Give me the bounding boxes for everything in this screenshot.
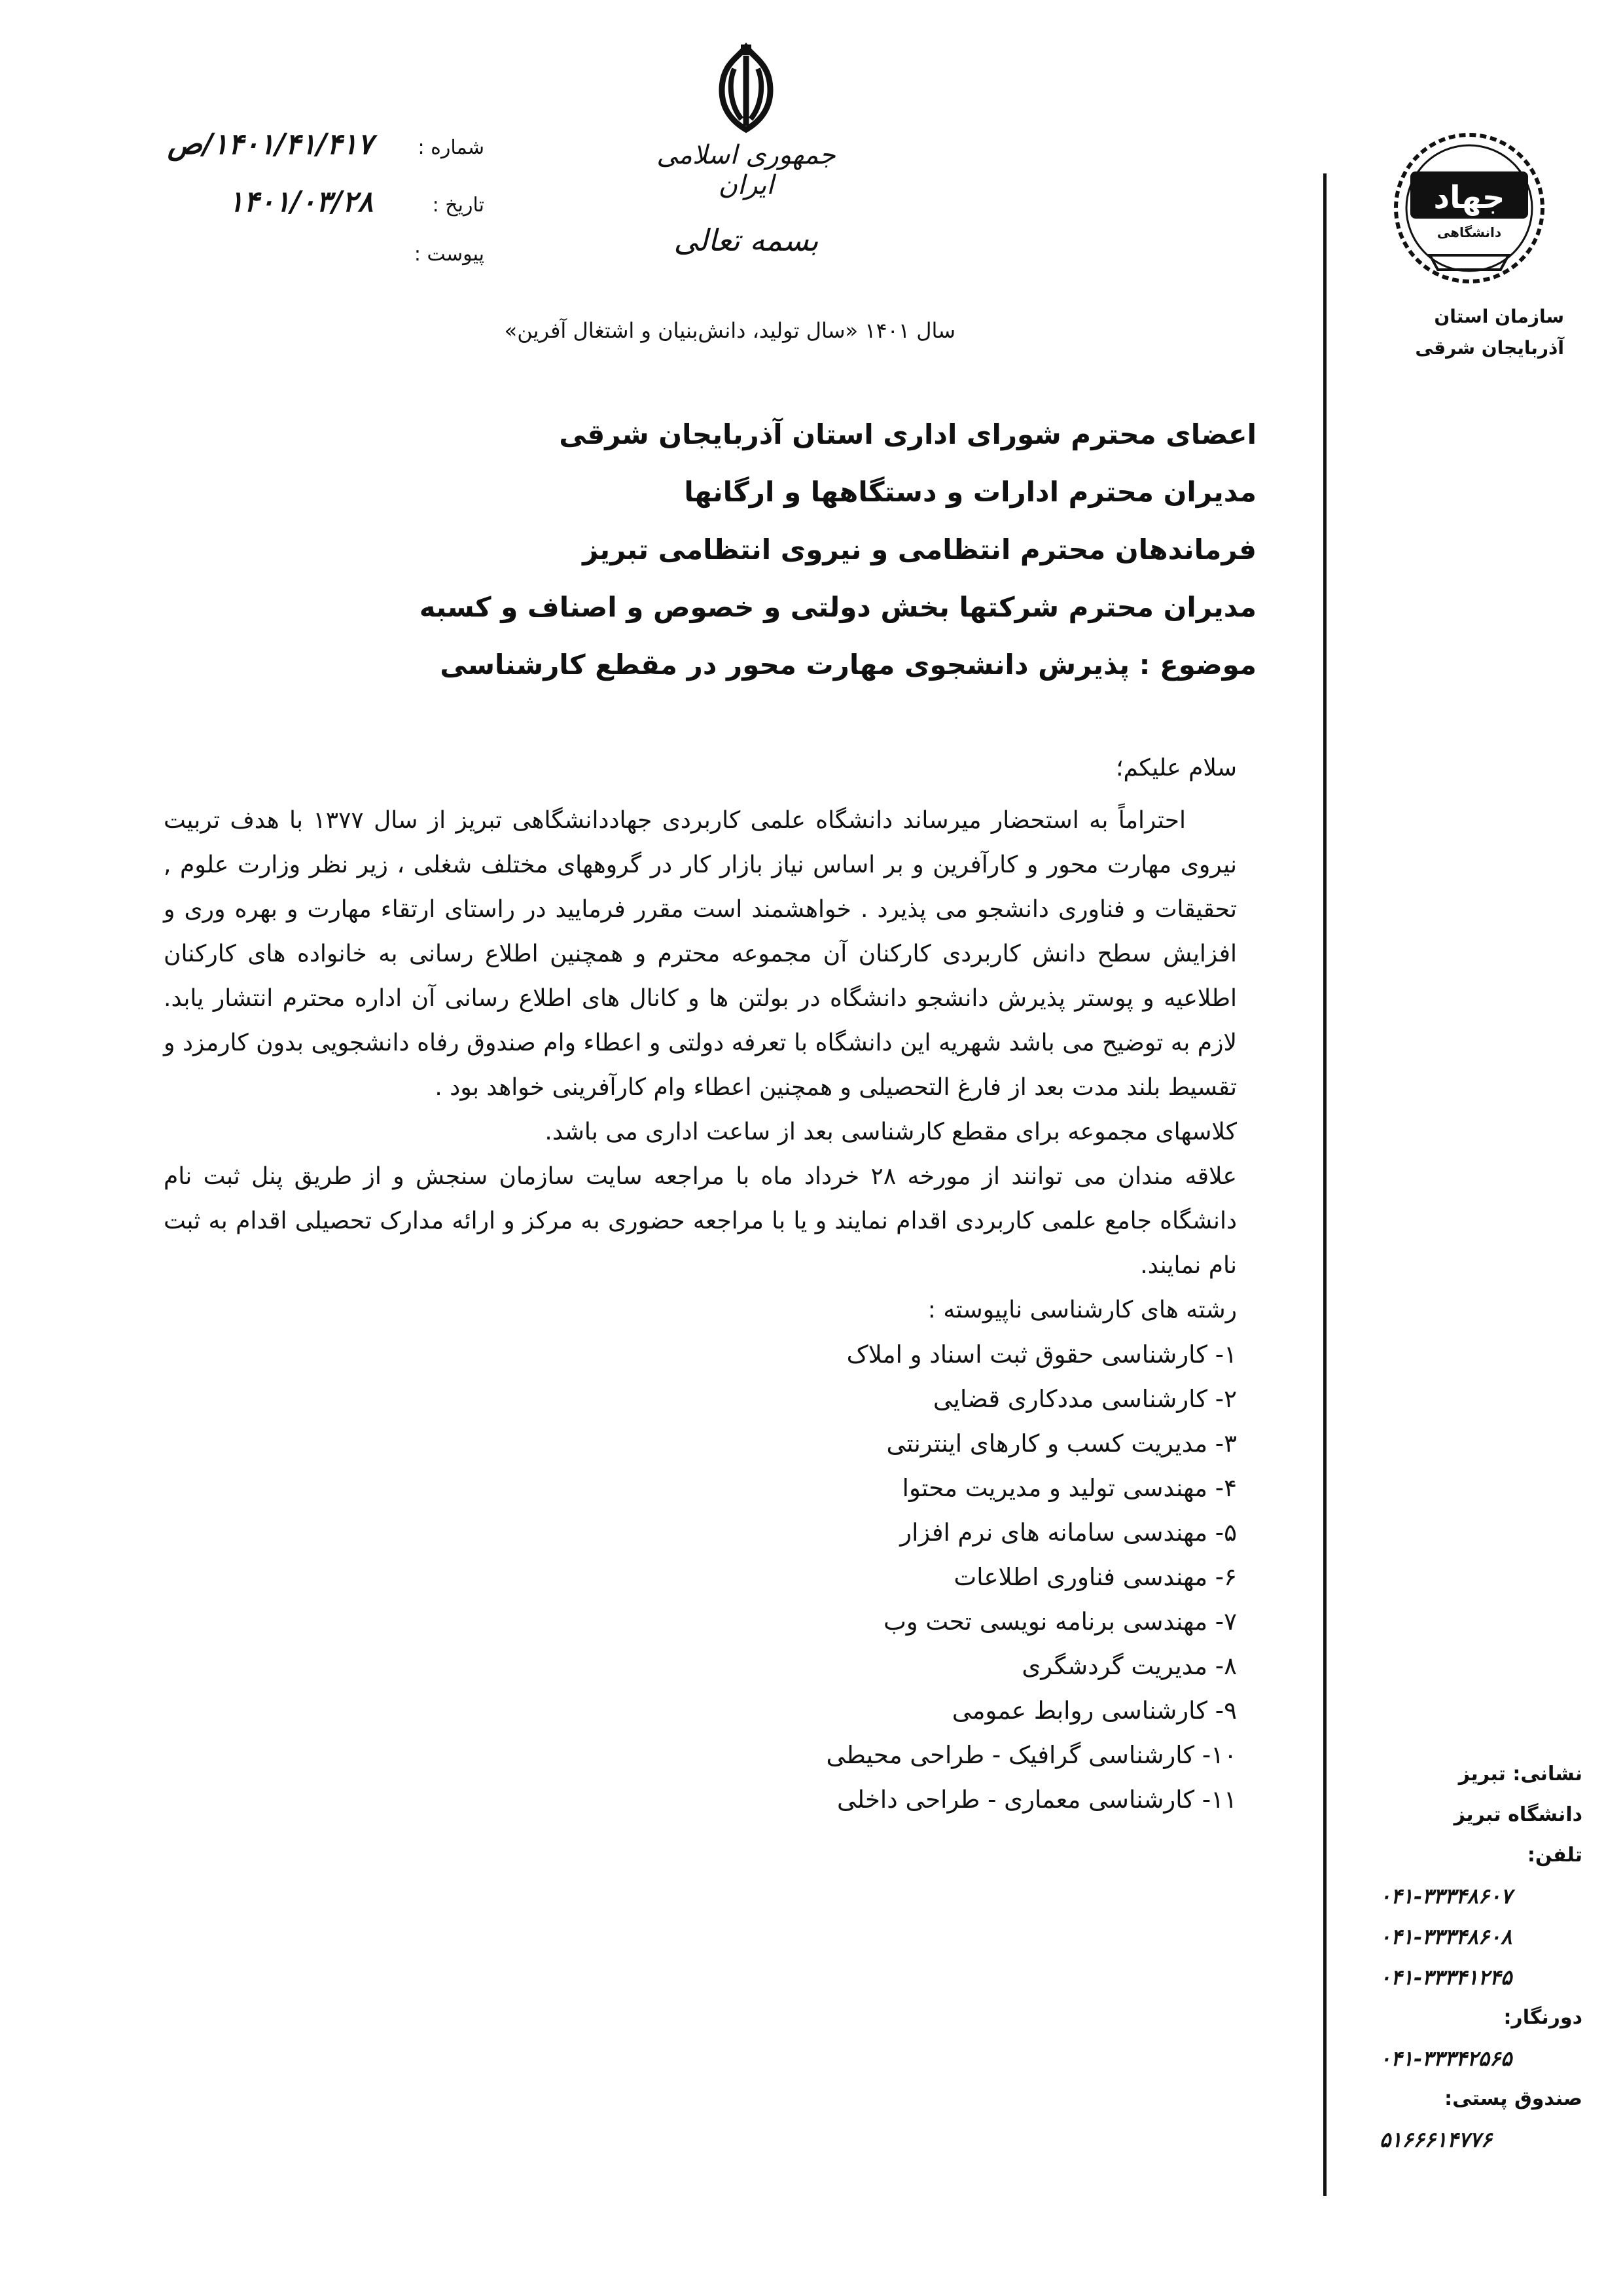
body-paragraph: علاقه مندان می توانند از مورخه ۲۸ خرداد ماه با مراجعه سایت سازمان سنجش و از طریق پنل ثبت نام دانشگاه جامع علمی کاربردی اقدام نمایند و یا با مراجعه حضوری به مرکز و ارائه مدارک تحصیلی اقدام به ثبت نام نمایند. <box>164 1163 1237 1279</box>
pobox-number: ۵۱۶۶۶۱۴۷۷۶ <box>1380 2127 1492 2152</box>
list-item: ۱۱- کارشناسی معماری - طراحی داخلی <box>836 1785 1237 1814</box>
address-label: نشانی: تبریز <box>1458 1763 1582 1785</box>
organization-name <box>1368 301 1564 364</box>
phone-number: ۰۴۱-۳۳۳۴۸۶۰۷ <box>1380 1884 1512 1909</box>
body-paragraph: کلاسهای مجموعه برای مقطع کارشناسی بعد از ساعت اداری می باشد. <box>544 1119 1237 1145</box>
meta-number-row <box>118 128 484 185</box>
number-value: ۱۴۰۱/۴۱/۴۱۷/ص <box>167 128 373 161</box>
meta-date-row <box>118 185 484 243</box>
greeting: سلام علیکم؛ <box>1116 755 1237 781</box>
date-label: تاریخ : <box>432 194 484 217</box>
list-item: ۴- مهندسی تولید و مدیریت محتوا <box>902 1474 1237 1502</box>
list-title: رشته های کارشناسی ناپیوسته : <box>927 1297 1237 1323</box>
phone-number: ۰۴۱-۳۳۳۴۸۶۰۸ <box>1380 1924 1512 1949</box>
pobox-label: صندوق پستی: <box>1444 2087 1582 2110</box>
addressees-block <box>419 406 1257 694</box>
list-item: ۳- مدیریت کسب و کارهای اینترنتی <box>886 1429 1237 1458</box>
fax-number: ۰۴۱-۳۳۳۴۲۵۶۵ <box>1380 2046 1512 2071</box>
jahad-logo <box>1384 131 1554 295</box>
address-line-2: دانشگاه تبریز <box>1454 1803 1582 1826</box>
addressee-line: فرماندهان محترم انتظامی و نیروی انتظامی تبریز <box>582 533 1257 565</box>
contact-info <box>1373 1754 1582 2160</box>
list-item: ۵- مهندسی سامانه های نرم افزار <box>900 1518 1237 1547</box>
phone-label: تلفن: <box>1527 1844 1582 1867</box>
list-item: ۷- مهندسی برنامه نویسی تحت وب <box>883 1607 1237 1636</box>
org-line-2: آذربایجان شرقی <box>1415 337 1564 359</box>
letter-body <box>164 746 1237 1822</box>
jahad-logo-icon <box>1384 131 1554 295</box>
header-emblem-block <box>628 39 864 258</box>
iran-emblem-icon <box>697 39 795 137</box>
date-value: ۱۴۰۱/۰۳/۲۸ <box>228 185 373 219</box>
meta-attachment-row <box>118 243 484 300</box>
number-label: شماره : <box>418 136 484 159</box>
sidebar-divider <box>1323 173 1327 2196</box>
emblem-caption: جمهوری اسلامی ایران <box>656 140 836 200</box>
body-paragraph: احتراماً به استحضار میرساند دانشگاه علمی کاربردی جهاددانشگاهی تبریز از سال ۱۳۷۷ با هدف تربیت نیروی مهارت محور و کارآفرین و بر اساس نیاز بازار کار در گروههای مختلف شغلی ، زیر نظر وزارت علوم , تحقیقات و فناوری دانشجو می پذیرد . خواهشمند است مقرر فرمایید در راستای ارتقاء مهارت و بهره وری و افزایش سطح دانش کاربردی کارکنان آن مجموعه محترم و همچنین اطلاع رسانی به خانواده های کارکنان اطلاعیه و پوستر پذیرش دانشجو دانشگاه در بولتن ها و کانال های اطلاع رسانی آن اداره محترم انتشار یابد. لازم به توضیح می باشد شهریه این دانشگاه با تعرفه دولتی و اعطاء وام صندوق رفاه دانشجویی بدون کارمزد و تقسیط بلند مدت بعد از فارغ التحصیلی و همچنین اعطاء وام کارآفرینی خواهد بود . <box>164 807 1237 1101</box>
list-item: ۹- کارشناسی روابط عمومی <box>952 1696 1237 1725</box>
majors-list <box>164 1333 1237 1822</box>
letter-meta <box>118 128 484 300</box>
subject-line: موضوع : پذیرش دانشجوی مهارت محور در مقطع کارشناسی <box>440 649 1257 681</box>
logo-subtext: دانشگاهی <box>1436 224 1502 240</box>
list-item: ۱- کارشناسی حقوق ثبت اسناد و املاک <box>846 1340 1237 1369</box>
phone-number: ۰۴۱-۳۳۳۴۱۲۴۵ <box>1380 1965 1512 1990</box>
list-item: ۲- کارشناسی مددکاری قضایی <box>933 1385 1237 1413</box>
list-item: ۸- مدیریت گردشگری <box>1022 1652 1237 1680</box>
year-slogan: سال ۱۴۰۱ «سال تولید، دانش‌بنیان و اشتغال آفرین» <box>504 318 955 343</box>
addressee-line: اعضای محترم شورای اداری استان آذربایجان شرقی <box>559 418 1257 450</box>
addressee-line: مدیران محترم ادارات و دستگاهها و ارگانها <box>684 476 1257 508</box>
logo-text: جهاد <box>1433 179 1505 216</box>
attachment-label: پیوست : <box>414 243 484 266</box>
org-line-1: سازمان استان <box>1434 306 1564 327</box>
fax-label: دورنگار: <box>1503 2006 1582 2029</box>
list-item: ۱۰- کارشناسی گرافیک - طراحی محیطی <box>826 1741 1237 1769</box>
list-item: ۶- مهندسی فناوری اطلاعات <box>954 1563 1237 1591</box>
addressee-line: مدیران محترم شرکتها بخش دولتی و خصوص و اصناف و کسبه <box>419 591 1257 623</box>
bismillah-text: بسمه تعالی <box>673 223 819 258</box>
